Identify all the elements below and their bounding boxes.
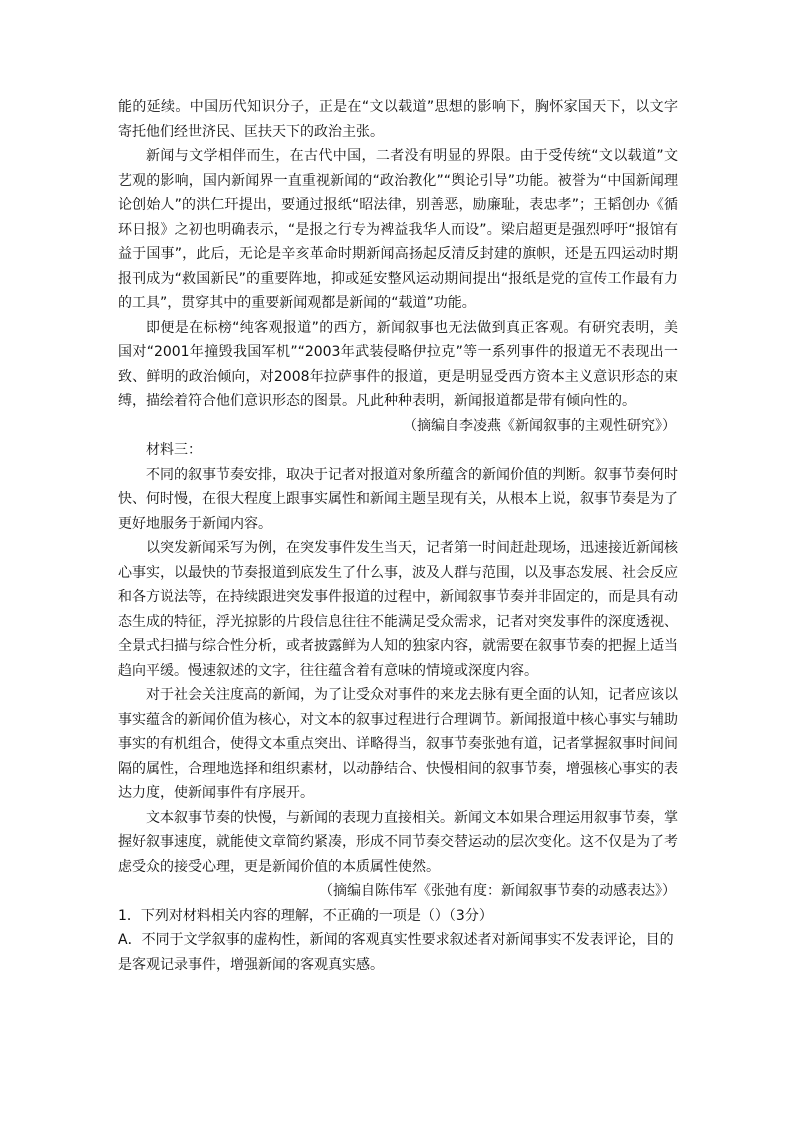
document-page (118, 95, 678, 977)
question-1-option-a: A．不同于文学叙事的虚构性，新闻的客观真实性要求叙述者对新闻事实不发表评论，目的是客观记录事件，增强新闻的客观真实感。 (118, 932, 674, 973)
question-1: 1．下列对材料相关内容的理解，不正确的一项是（）（3分） (118, 907, 493, 924)
paragraph-breaking-news: 以突发新闻采写为例，在突发事件发生当天，记者第一时间赶赴现场，迅速接近新闻核心事实，以最快的节奏报道到底发生了什么事，波及人群与范围，以及事态发展、社会反应和各方说法等，在持续跟进突发事件报道的过程中，新闻叙事节奏并非固定的，而是具有动态生成的特征，浮光掠影的片段信息往往不能满足受众需求，记者对突发事件的深度透视、全景式扫描与综合性分析，或者披露鲜为人知的独家内容，就需要在叙事节奏的把握上适当趋向平缓。慢速叙述的文字，往往蕴含着有意味的情境或深度内容。 (118, 540, 678, 679)
source-citation-material-2: （摘编自李凌燕《新闻叙事的主观性研究》） (403, 417, 676, 434)
paragraph-social-attention: 对于社会关注度高的新闻，为了让受众对事件的来龙去脉有更全面的认知，记者应该以事实蕴含的新闻价值为核心，对文本的叙事过程进行合理调节。新闻报道中核心事实与辅助事实的有机组合，使得文本重点突出、详略得当，叙事节奏张弛有道，记者掌握叙事时间间隔的属性，合理地选择和组织素材，以动静结合、快慢相间的叙事节奏，增强核心事实的表达力度，使新闻事件有序展开。 (118, 687, 678, 801)
material-three-heading: 材料三： (146, 442, 202, 458)
paragraph-continuation: 能的延续。中国历代知识分子，正是在“文以载道”思想的影响下，胸怀家国天下，以文字寄托他们经世济民、匡扶天下的政治主张。 (118, 99, 678, 140)
paragraph-news-and-literature: 新闻与文学相伴而生，在古代中国，二者没有明显的界限。由于受传统“文以载道”文艺观的影响，国内新闻界一直重视新闻的“政治教化”“舆论引导”功能。被誉为“中国新闻理论创始人”的洪仁玕提出，要通过报纸“昭法律，别善恶，励廉耻，表忠孝”；王韬创办《循环日报》之初也明确表示，“是报之行专为裨益我华人而设”。梁启超更是强烈呼吁“报馆有益于国事”，此后，无论是辛亥革命时期新闻高扬起反清反封建的旗帜，还是五四运动时期报刊成为“救国新民”的重要阵地，抑或延安整风运动期间提出“报纸是党的宣传工作最有力的工具”，贯穿其中的重要新闻观都是新闻的“载道”功能。 (118, 148, 678, 311)
paragraph-western-reporting: 即便是在标榜“纯客观报道”的西方，新闻叙事也无法做到真正客观。有研究表明，美国对“2001年撞毁我国军机”“2003年武装侵略伊拉克”等一系列事件的报道无不表现出一致、鲜明的政治倾向，对2008年拉萨事件的报道，更是明显受西方资本主义意识形态的束缚，描绘着符合他们意识形态的图景。凡此种种表明，新闻报道都是带有倾向性的。 (118, 319, 678, 409)
paragraph-text-rhythm: 文本叙事节奏的快慢，与新闻的表现力直接相关。新闻文本如果合理运用叙事节奏，掌握好叙事速度，就能使文章简约紧凑，形成不同节奏交替运动的层次变化。这不仅是为了考虑受众的接受心理，更是新闻价值的本质属性使然。 (118, 809, 678, 875)
paragraph-narrative-rhythm: 不同的叙事节奏安排，取决于记者对报道对象所蕴含的新闻价值的判断。叙事节奏何时快、何时慢，在很大程度上跟事实属性和新闻主题呈现有关，从根本上说，叙事节奏是为了更好地服务于新闻内容。 (118, 466, 678, 532)
source-citation-material-3: （摘编自陈伟军《张弛有度：新闻叙事节奏的动感表达》） (319, 883, 676, 899)
